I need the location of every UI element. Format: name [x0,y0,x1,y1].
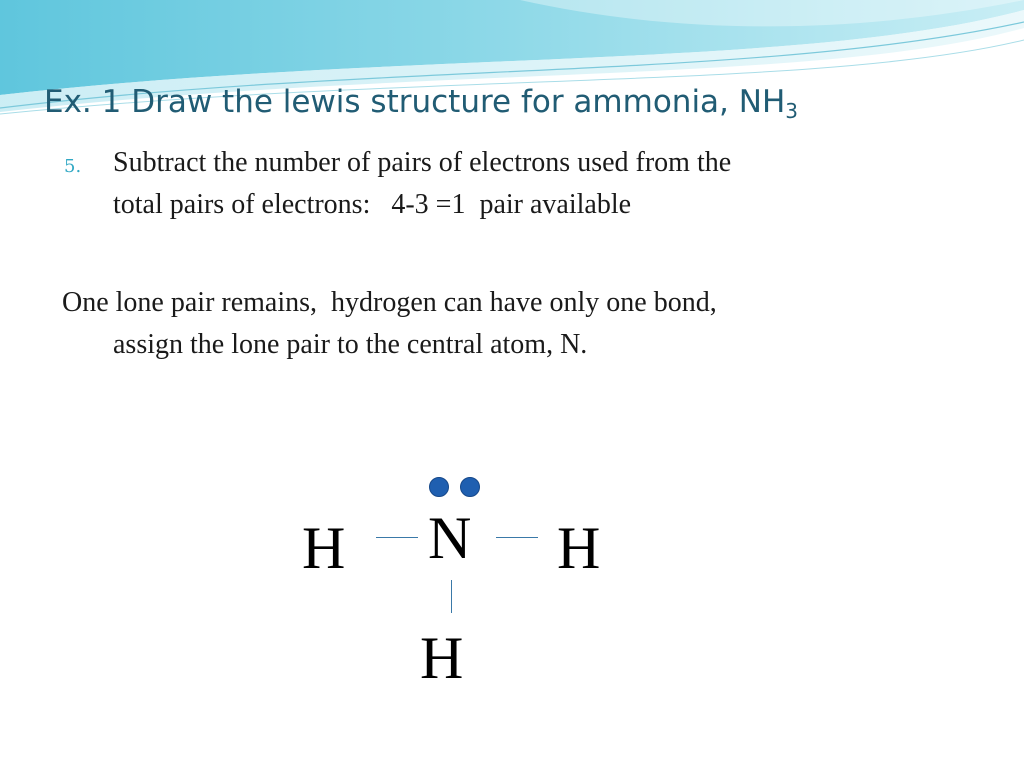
step-line-1: Subtract the number of pairs of electrons used from the [113,147,732,178]
step-number: 5. [64,156,82,177]
step-text [113,142,973,226]
bottom-atom-h: H [420,625,464,691]
lone-pair-line-1: One lone pair remains, hydrogen can have only one bond, [62,287,717,318]
bond-left [376,537,418,538]
central-atom-n: N [428,505,472,571]
step-line-2: total pairs of electrons: 4-3 =1 pair available [113,189,632,220]
lone-pair-note [62,282,982,366]
right-atom-h: H [557,515,601,581]
title-subscript: 3 [785,99,798,123]
title-text: Ex. 1 Draw the lewis structure for ammonia, NH [44,84,786,120]
lone-pair-electron-right [460,477,480,497]
bond-right [496,537,538,538]
bond-bottom [451,580,452,613]
left-atom-h: H [302,515,346,581]
lone-pair-electron-left [429,477,449,497]
slide-title [44,84,798,123]
lone-pair-line-2: assign the lone pair to the central atom, N. [113,329,588,360]
